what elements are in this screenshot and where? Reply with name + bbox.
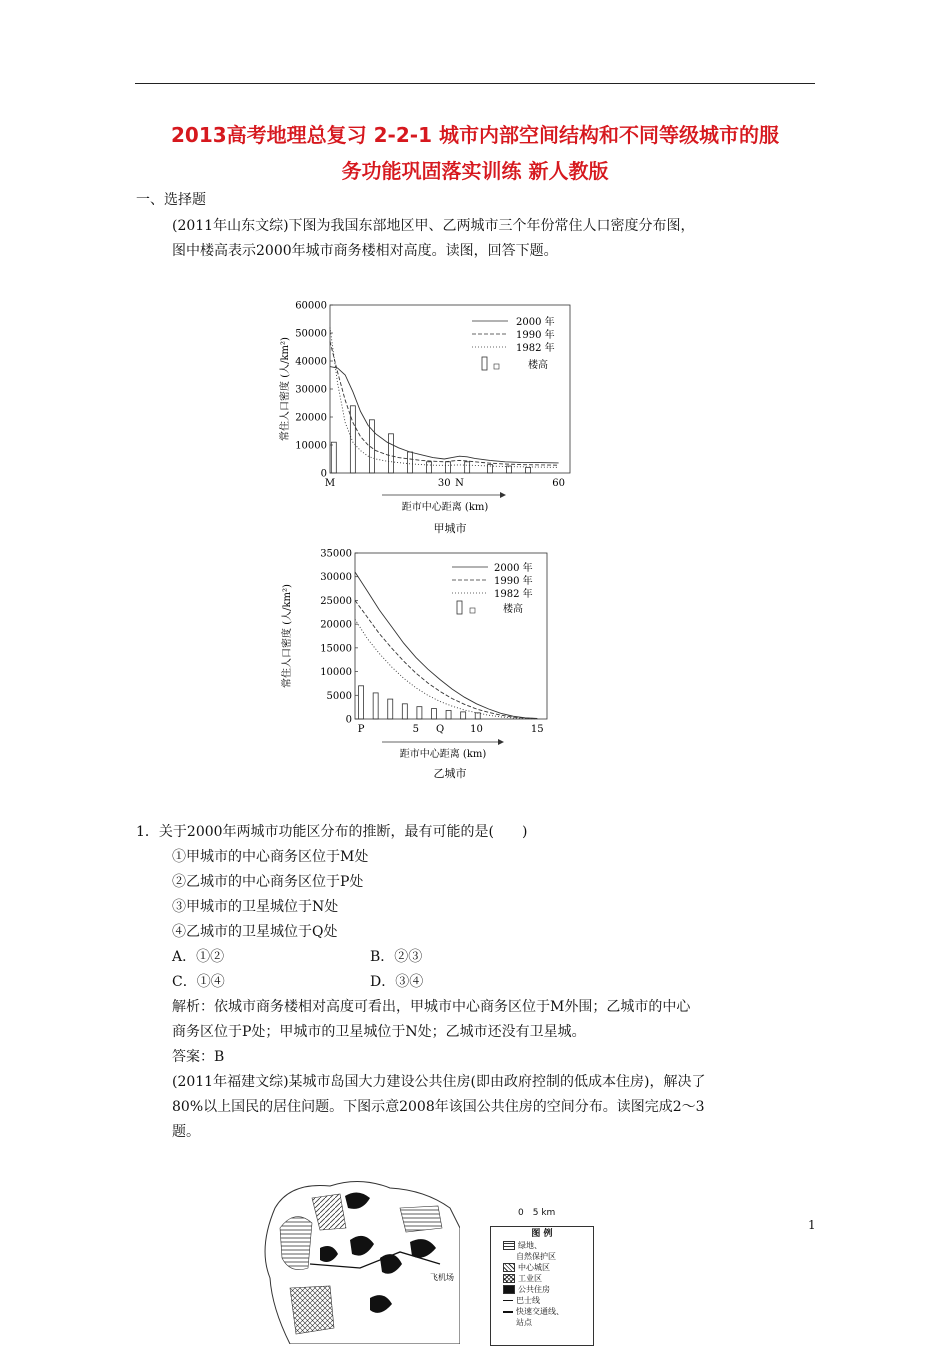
series-line-1990年 <box>355 600 537 718</box>
xtick-label: M <box>324 478 336 489</box>
legend-yi-building-swatch <box>457 601 462 614</box>
chart-yi-title: 乙城市 <box>433 767 467 780</box>
xtick-label: 5 <box>412 724 419 735</box>
legend-bus-swatch <box>503 1300 513 1301</box>
building-bar <box>526 467 531 473</box>
legend-housing-label: 公共住房 <box>518 1285 550 1294</box>
ytick-label: 20000 <box>320 619 352 631</box>
chart-jia-xarrow-head <box>500 492 506 498</box>
ytick-label: 0 <box>320 468 327 480</box>
chart-yi-legend <box>452 561 533 615</box>
chart-jia <box>278 301 570 536</box>
chart-yi <box>280 549 547 781</box>
building-bar <box>388 434 393 473</box>
legend-jia-1982: 1982 年 <box>516 343 555 354</box>
legend-jia-building-swatch-small <box>494 364 499 369</box>
legend-yi-1982: 1982 年 <box>494 589 533 600</box>
series-line-1982年 <box>355 619 537 718</box>
ytick-label: 25000 <box>320 595 352 607</box>
public-housing-3 <box>380 1254 402 1274</box>
ytick-label: 10000 <box>320 667 352 679</box>
map-legend-title: 图 例 <box>531 1229 553 1239</box>
doc-title-line1: 2013高考地理总复习 2-2-1 城市内部空间结构和不同等级城市的服 <box>171 123 779 147</box>
q1-item-1: ①甲城市的中心商务区位于M处 <box>172 849 369 865</box>
xtick-label: 10 <box>470 724 483 735</box>
legend-jia-1990: 1990 年 <box>516 330 555 341</box>
legend-central-label: 中心城区 <box>518 1263 550 1272</box>
legend-central-swatch <box>503 1263 515 1272</box>
intro2-line2: 80%以上国民的居住问题。下图示意2008年该国公共住房的空间分布。读图完成2～3 <box>172 1099 705 1115</box>
legend-bus-label: 巴士线 <box>516 1296 540 1305</box>
building-bar <box>446 462 451 473</box>
building-bar <box>427 462 432 473</box>
q1-answer: 答案：B <box>172 1049 225 1065</box>
green-zone <box>280 1217 312 1270</box>
legend-yi-2000: 2000 年 <box>494 563 533 574</box>
chart-jia-ylabel: 常住人口密度 (人/km²) <box>280 337 291 441</box>
legend-yi-building-swatch-small <box>470 608 475 613</box>
q1-option-c: C．①④ <box>172 974 225 990</box>
building-bar <box>461 712 466 719</box>
building-bar <box>446 710 451 719</box>
ytick-label: 60000 <box>295 300 327 312</box>
xtick-label: N <box>455 478 464 489</box>
ytick-label: 50000 <box>295 328 327 340</box>
legend-jia-building: 楼高 <box>528 360 548 371</box>
intro2-line3: 题。 <box>172 1124 200 1140</box>
legend-green-swatch <box>503 1241 515 1250</box>
island-map <box>250 1168 460 1344</box>
legend-jia-building-swatch <box>482 357 487 370</box>
chart-yi-xlabel: 距市中心距离 (km) <box>399 749 487 760</box>
public-housing-6 <box>370 1295 392 1313</box>
q1-item-4: ④乙城市的卫星城位于Q处 <box>172 924 338 940</box>
building-bar <box>350 406 355 473</box>
xtick-label: 30 <box>437 478 451 489</box>
public-housing-5 <box>320 1246 338 1262</box>
public-housing-1 <box>345 1192 370 1208</box>
legend-yi-building: 楼高 <box>503 604 523 615</box>
chart-jia-legend <box>472 315 555 371</box>
ytick-label: 35000 <box>320 548 352 560</box>
building-bar <box>408 452 413 473</box>
ytick-label: 40000 <box>295 356 327 368</box>
section-heading: 一、选择题 <box>136 192 206 208</box>
q1-option-b: B．②③ <box>370 949 423 965</box>
central-zone <box>312 1194 346 1230</box>
building-bar <box>388 699 393 719</box>
green-zone-east <box>400 1206 442 1232</box>
building-bar <box>431 709 436 719</box>
chart-jia-title: 甲城市 <box>433 522 467 535</box>
legend-industrial-label: 工业区 <box>518 1274 542 1283</box>
xtick-label: Q <box>435 724 445 735</box>
ytick-label: 20000 <box>295 412 327 424</box>
building-bar <box>465 462 470 473</box>
building-bar <box>507 466 512 473</box>
legend-jia-2000: 2000 年 <box>516 317 555 328</box>
building-bar <box>373 693 378 719</box>
ytick-label: 0 <box>345 714 352 726</box>
public-housing-4 <box>410 1239 436 1258</box>
housing-map <box>250 1168 460 1344</box>
q1-item-2: ②乙城市的中心商务区位于P处 <box>172 874 364 890</box>
header-rule <box>135 83 815 84</box>
density-charts <box>260 290 590 785</box>
series-line-1990年 <box>330 341 559 465</box>
intro2-line1: (2011年福建文综)某城市岛国大力建设公共住房(即由政府控制的低成本住房)，解决了 <box>172 1074 706 1090</box>
map-legend <box>490 1226 594 1346</box>
xtick-label: 60 <box>552 478 565 489</box>
ytick-label: 10000 <box>295 440 327 452</box>
legend-yi-1990: 1990 年 <box>494 576 533 587</box>
q1-analysis-line1: 解析：依城市商务楼相对高度可看出，甲城市中心商务区位于M外围；乙城市的中心 <box>172 999 691 1015</box>
chart-yi-ylabel: 常住人口密度 (人/km²) <box>282 584 293 688</box>
airport-label: 飞机场 <box>430 1273 454 1282</box>
legend-green-label-2: 自然保护区 <box>516 1252 556 1261</box>
series-line-2000年 <box>330 367 559 463</box>
chart-jia-xlabel: 距市中心距离 (km) <box>401 502 489 513</box>
building-bar <box>402 704 407 719</box>
legend-housing-swatch <box>503 1285 515 1294</box>
page-number: 1 <box>808 1218 816 1232</box>
xtick-label: P <box>357 724 365 735</box>
intro-line1: (2011年山东文综)下图为我国东部地区甲、乙两城市三个年份常住人口密度分布图， <box>172 218 695 234</box>
building-bar <box>475 713 480 719</box>
doc-title-line2: 务功能巩固落实训练 新人教版 <box>341 159 609 183</box>
legend-transit-label: 快速交通线、 <box>516 1307 564 1316</box>
q1-item-3: ③甲城市的卫星城位于N处 <box>172 899 339 915</box>
building-bar <box>359 686 364 719</box>
public-housing-2 <box>350 1236 374 1256</box>
intro-line2: 图中楼高表示2000年城市商务楼相对高度。读图，回答下题。 <box>172 243 558 259</box>
industrial-zone <box>290 1286 334 1334</box>
ytick-label: 30000 <box>320 572 352 584</box>
legend-green-label: 绿地、 <box>518 1241 542 1250</box>
legend-station-label: 站点 <box>516 1318 532 1327</box>
q1-stem: 1．关于2000年两城市功能区分布的推断，最有可能的是( ) <box>136 824 528 840</box>
ytick-label: 15000 <box>320 643 352 655</box>
ytick-label: 30000 <box>295 384 327 396</box>
legend-transit-swatch <box>503 1311 513 1313</box>
chart-yi-xarrow-head <box>498 739 504 745</box>
xtick-label: 15 <box>530 724 544 735</box>
q1-option-d: D．③④ <box>370 974 424 990</box>
ytick-label: 5000 <box>326 690 352 702</box>
q1-analysis-line2: 商务区位于P处；甲城市的卫星城位于N处；乙城市还没有卫星城。 <box>172 1024 586 1040</box>
building-bar <box>417 707 422 719</box>
map-scale: 0 5 km <box>518 1208 556 1218</box>
building-bar <box>331 442 336 473</box>
legend-industrial-swatch <box>503 1274 515 1283</box>
q1-option-a: A．①② <box>172 949 225 965</box>
